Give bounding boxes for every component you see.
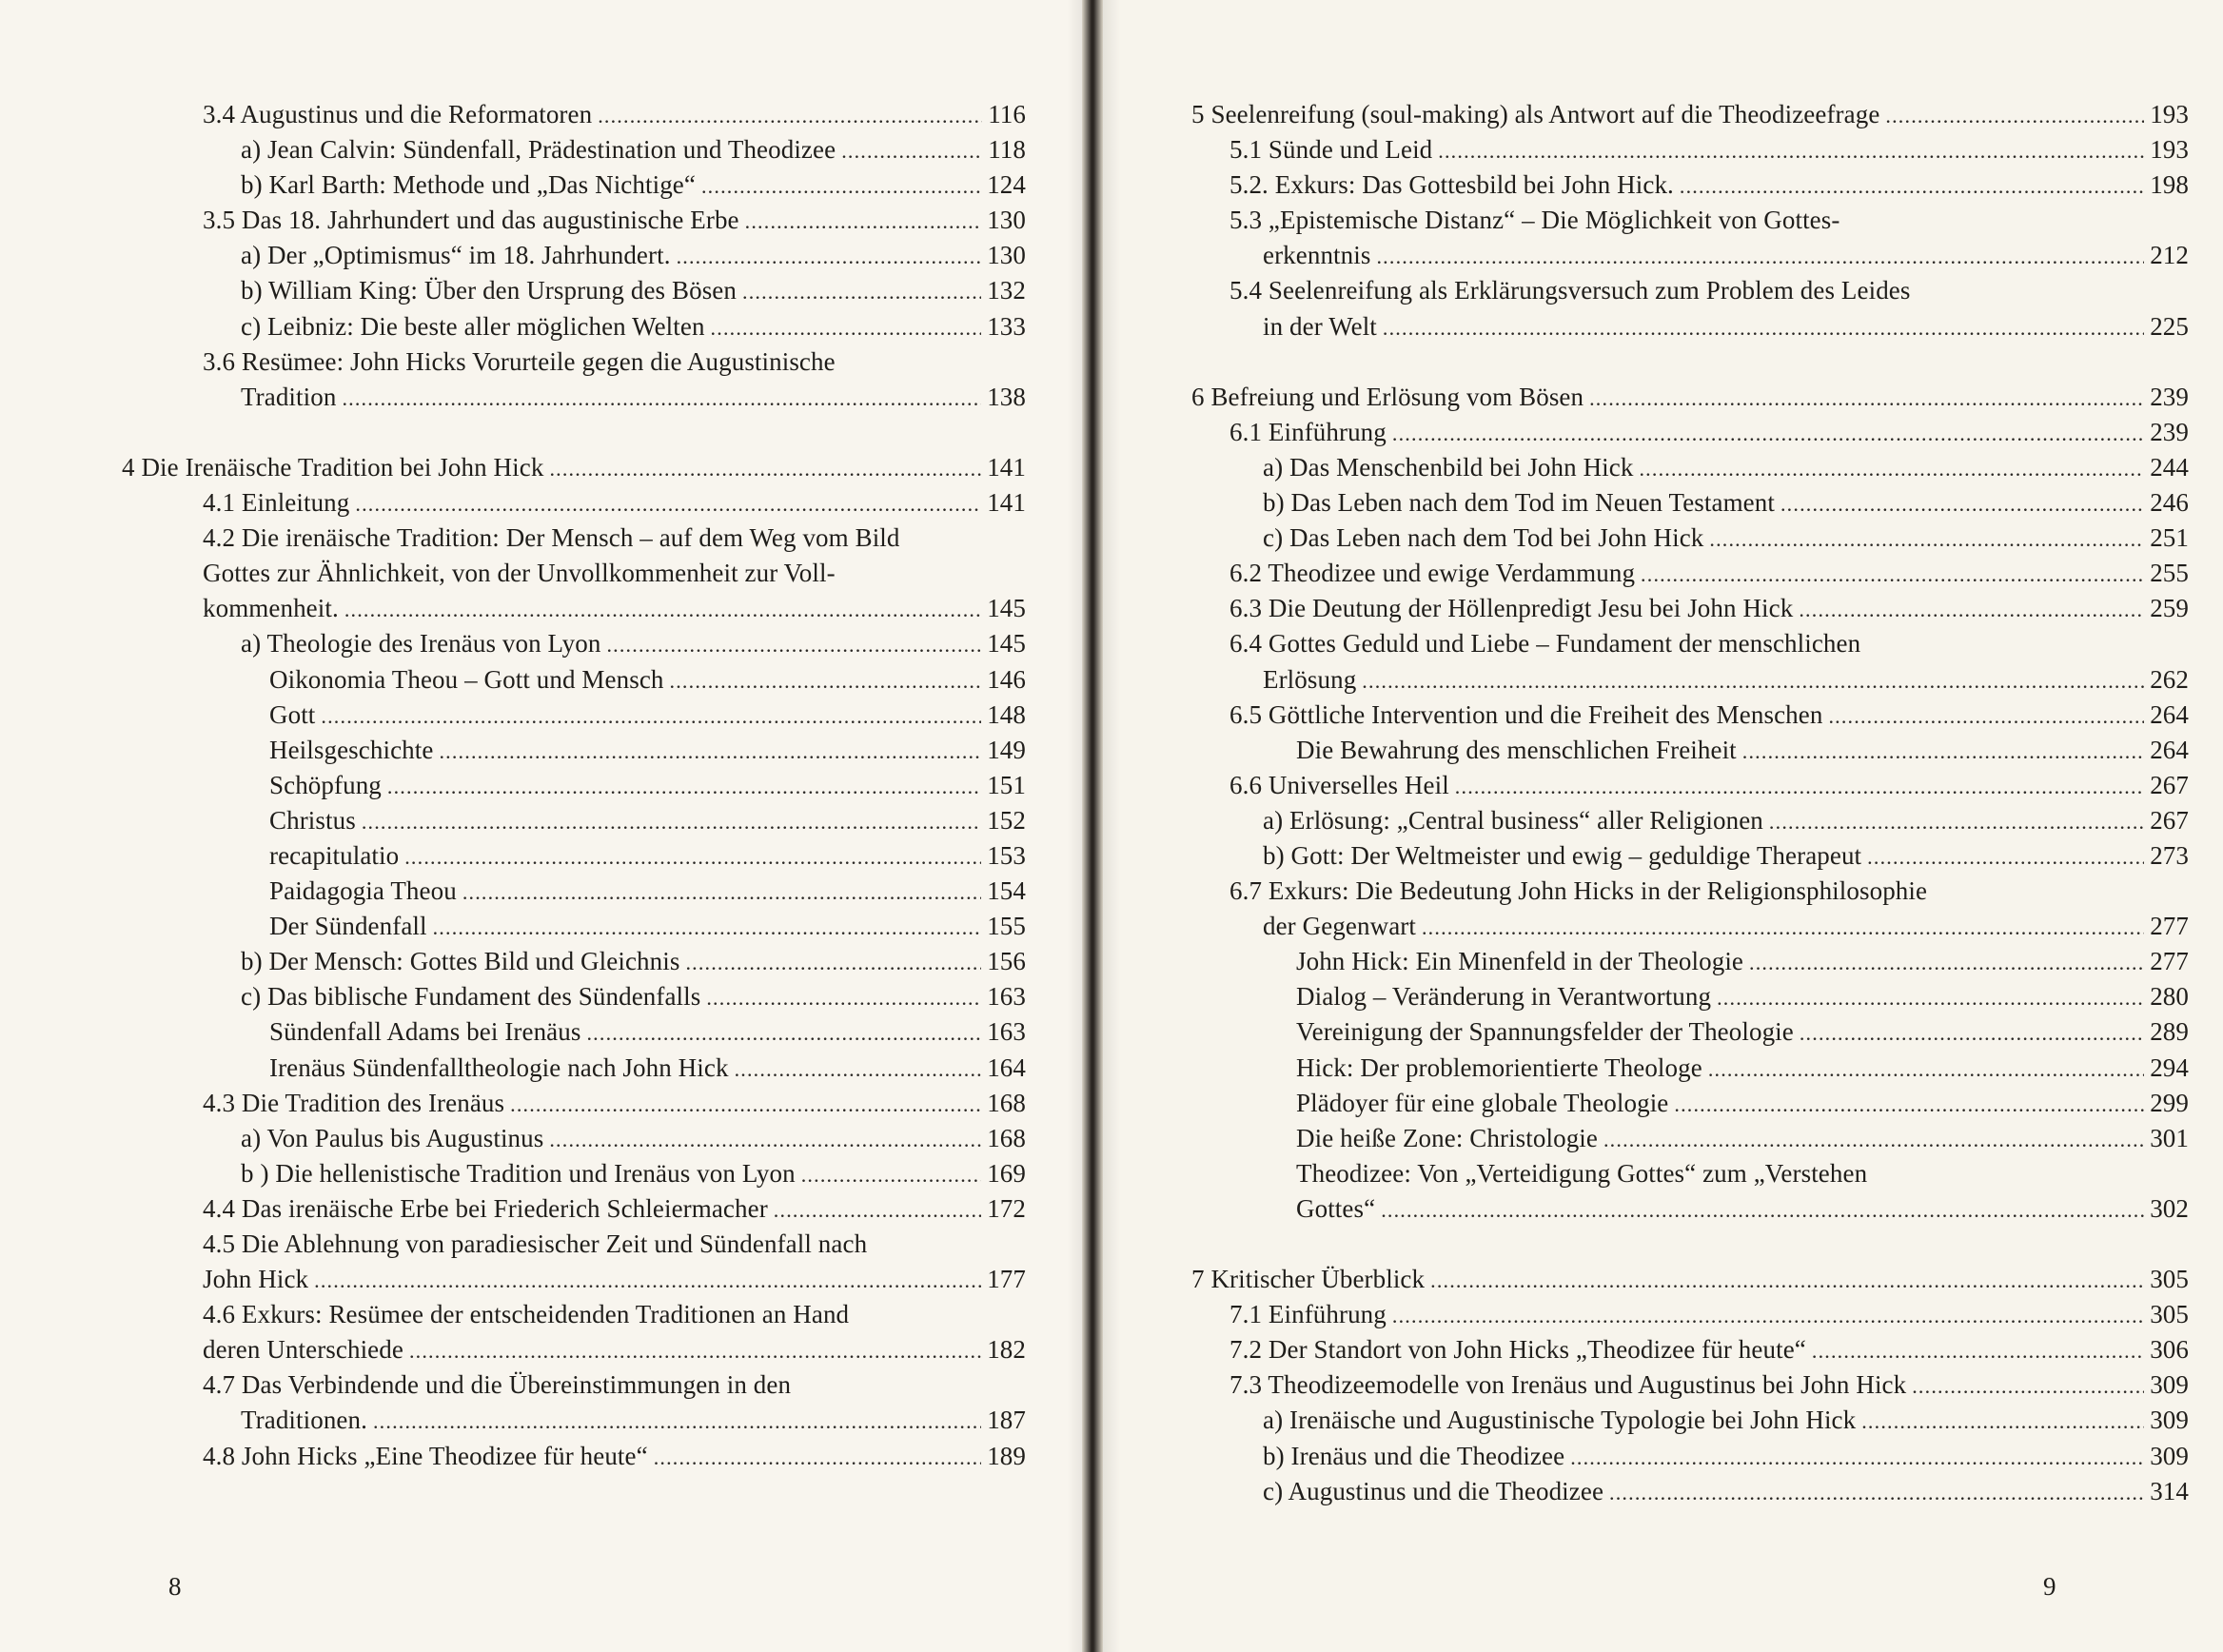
toc-entry-title: c) Das Leben nach dem Tod bei John Hick xyxy=(1263,523,1704,553)
toc-entry-page: 146 xyxy=(987,664,1026,694)
toc-entry xyxy=(165,874,1026,909)
toc-entry-title: 7.1 Einführung xyxy=(1230,1300,1387,1329)
toc-entry-page: 277 xyxy=(2150,947,2189,976)
toc-entry-page: 198 xyxy=(2150,170,2189,200)
toc-entry-page: 187 xyxy=(987,1406,1026,1435)
toc-entry-page: 280 xyxy=(2150,982,2189,1012)
toc-entry xyxy=(165,768,1026,803)
toc-entry xyxy=(1191,803,2189,838)
toc-entry-title: Dialog – Veränderung in Verantwortung xyxy=(1296,982,1712,1012)
toc-entry-title: 7.3 Theodizeemodelle von Irenäus und Augustinus bei John Hick xyxy=(1230,1370,1907,1400)
toc-entry xyxy=(1191,556,2189,591)
toc-entry xyxy=(165,1297,1026,1332)
dot-leader xyxy=(1861,1404,2144,1439)
dot-leader xyxy=(677,239,982,274)
toc-entry xyxy=(165,1332,1026,1367)
dot-leader xyxy=(1708,1052,2144,1087)
toc-entry-title: 4.8 John Hicks „Eine Theodizee für heute“ xyxy=(203,1441,648,1470)
dot-leader xyxy=(1430,1263,2144,1298)
dot-leader xyxy=(462,875,981,910)
toc-entry xyxy=(165,380,1026,415)
dot-leader xyxy=(510,1087,981,1122)
toc-entry-title: Tradition xyxy=(241,382,337,411)
toc-entry xyxy=(165,1367,1026,1403)
toc-entry-title: der Gegenwart xyxy=(1263,912,1416,941)
toc-entry xyxy=(1191,132,2189,167)
toc-entry-page: 255 xyxy=(2150,559,2189,588)
toc-entry-page: 169 xyxy=(987,1158,1026,1188)
toc-entry-page: 259 xyxy=(2150,594,2189,623)
toc-list-left xyxy=(122,97,1026,1474)
dot-leader xyxy=(439,734,981,769)
toc-entry xyxy=(165,626,1026,661)
toc-entry-page: 172 xyxy=(987,1193,1026,1223)
toc-entry-title: Die heiße Zone: Christologie xyxy=(1296,1123,1598,1152)
toc-entry-page: 305 xyxy=(2150,1265,2189,1294)
toc-entry-page: 145 xyxy=(987,594,1026,623)
toc-entry xyxy=(1191,309,2189,344)
dot-leader xyxy=(433,910,982,945)
toc-entry-page: 251 xyxy=(2150,523,2189,553)
toc-entry-title: Vereinigung der Spannungsfelder der Theologie xyxy=(1296,1017,1794,1047)
toc-entry-page: 267 xyxy=(2150,805,2189,835)
toc-entry xyxy=(1191,626,2189,661)
toc-entry-page: 155 xyxy=(987,912,1026,941)
dot-leader xyxy=(1438,133,2144,168)
toc-entry xyxy=(1191,698,2189,733)
toc-entry-page: 156 xyxy=(987,947,1026,976)
toc-entry xyxy=(1191,979,2189,1014)
toc-entry-page: 168 xyxy=(987,1123,1026,1152)
dot-leader xyxy=(1376,239,2144,274)
toc-entry-title: Gott xyxy=(269,699,316,729)
toc-entry-title: 6.6 Universelles Heil xyxy=(1230,770,1449,799)
toc-entry-title: a) Erlösung: „Central business“ aller Religionen xyxy=(1263,805,1763,835)
toc-entry-page: 163 xyxy=(987,982,1026,1012)
toc-list-right xyxy=(1191,97,2189,1509)
toc-entry xyxy=(165,1121,1026,1156)
section-gap xyxy=(1191,344,2189,380)
toc-entry-title: Christus xyxy=(269,805,356,835)
toc-entry-page: 151 xyxy=(987,770,1026,799)
toc-entry-page: 193 xyxy=(2150,100,2189,128)
dot-leader xyxy=(711,310,982,345)
toc-entry xyxy=(1191,1156,2189,1191)
dot-leader xyxy=(586,1015,981,1051)
toc-entry-title: c) Das biblische Fundament des Sündenfalls xyxy=(241,982,701,1012)
toc-entry xyxy=(1191,1367,2189,1403)
toc-entry-title: 7.2 Der Standort von John Hicks „Theodizee für heute“ xyxy=(1230,1335,1806,1365)
dot-leader xyxy=(1383,310,2144,345)
toc-entry xyxy=(165,1014,1026,1050)
toc-entry xyxy=(165,309,1026,344)
toc-entry-title: 5.1 Sünde und Leid xyxy=(1230,135,1433,165)
dot-leader xyxy=(355,486,981,521)
dot-leader xyxy=(387,769,981,804)
dot-leader xyxy=(1392,416,2144,451)
toc-entry-page: 145 xyxy=(987,629,1026,659)
dot-leader xyxy=(685,945,981,980)
toc-entry-title: 4.1 Einleitung xyxy=(203,488,350,518)
book-spine xyxy=(1082,0,1103,1652)
dot-leader xyxy=(1603,1122,2144,1157)
toc-entry-page: 182 xyxy=(987,1335,1026,1365)
toc-entry xyxy=(165,556,1026,591)
toc-entry-title: a) Das Menschenbild bei John Hick xyxy=(1263,452,1634,482)
toc-entry-page: 314 xyxy=(2150,1476,2189,1505)
toc-entry-page: 149 xyxy=(987,735,1026,764)
toc-entry-title: 6.5 Göttliche Intervention und die Freiheit des Menschen xyxy=(1230,699,1823,729)
toc-entry xyxy=(1191,1332,2189,1367)
toc-entry xyxy=(1191,733,2189,768)
dot-leader xyxy=(1800,1015,2144,1051)
toc-entry-page: 239 xyxy=(2150,382,2189,411)
toc-entry xyxy=(165,1227,1026,1262)
toc-entry-page: 309 xyxy=(2150,1441,2189,1470)
dot-leader xyxy=(1362,663,2144,698)
dot-leader xyxy=(409,1333,981,1368)
toc-entry xyxy=(165,1439,1026,1474)
toc-entry-title: 5 Seelenreifung (soul-making) als Antwort auf die Theodizeefrage xyxy=(1191,100,1880,128)
toc-entry-page: 294 xyxy=(2150,1052,2189,1082)
dot-leader xyxy=(549,451,981,486)
toc-entry xyxy=(165,238,1026,273)
toc-entry-title: a) Irenäische und Augustinische Typologie bei John Hick xyxy=(1263,1406,1857,1435)
toc-entry xyxy=(1191,662,2189,698)
dot-leader xyxy=(1641,557,2144,592)
toc-entry-title: Oikonomia Theou – Gott und Mensch xyxy=(269,664,664,694)
section-gap xyxy=(1191,1227,2189,1262)
toc-entry-page: 305 xyxy=(2150,1300,2189,1329)
toc-entry-title: 4.2 Die irenäische Tradition: Der Mensch – auf dem Weg vom Bild xyxy=(203,523,900,553)
toc-entry-page: 118 xyxy=(988,135,1026,165)
toc-entry xyxy=(165,662,1026,698)
dot-leader xyxy=(801,1157,981,1192)
dot-leader xyxy=(1392,1298,2144,1333)
toc-entry-title: kommenheit. xyxy=(203,594,339,623)
toc-entry xyxy=(165,344,1026,380)
toc-entry xyxy=(165,698,1026,733)
toc-entry xyxy=(165,1086,1026,1121)
toc-entry xyxy=(1191,838,2189,874)
dot-leader xyxy=(841,133,982,168)
toc-entry-page: 164 xyxy=(987,1052,1026,1082)
dot-leader xyxy=(1769,804,2144,839)
toc-entry-title: Traditionen. xyxy=(241,1406,367,1435)
toc-entry xyxy=(165,944,1026,979)
dot-leader xyxy=(362,804,981,839)
toc-entry-title: 4.6 Exkurs: Resümee der entscheidenden Traditionen an Hand xyxy=(203,1300,850,1329)
dot-leader xyxy=(321,698,981,734)
toc-entry-page: 212 xyxy=(2150,241,2189,270)
toc-entry-title: Paidagogia Theou xyxy=(269,876,457,906)
toc-entry-title: b) Karl Barth: Methode und „Das Nichtige“ xyxy=(241,170,696,200)
toc-entry-page: 299 xyxy=(2150,1088,2189,1117)
toc-entry xyxy=(1191,97,2189,132)
toc-entry xyxy=(165,1156,1026,1191)
toc-entry xyxy=(1191,1439,2189,1474)
dot-leader xyxy=(606,627,981,662)
dot-leader xyxy=(654,1440,982,1475)
toc-entry xyxy=(1191,415,2189,450)
toc-entry-title: 5.4 Seelenreifung als Erklärungsversuch zum Problem des Leides xyxy=(1230,276,1911,305)
toc-entry-page: 225 xyxy=(2150,311,2189,341)
toc-entry xyxy=(165,733,1026,768)
toc-entry-title: b) Das Leben nach dem Tod im Neuen Testament xyxy=(1263,488,1775,518)
dot-leader xyxy=(1381,1192,2144,1228)
dot-leader xyxy=(1742,734,2144,769)
dot-leader xyxy=(342,381,981,416)
toc-entry xyxy=(1191,1014,2189,1050)
toc-entry-title: b) Gott: Der Weltmeister und ewig – geduldige Therapeut xyxy=(1263,840,1862,870)
toc-entry-title: 3.4 Augustinus und die Reformatoren xyxy=(203,100,593,128)
dot-leader xyxy=(549,1122,981,1157)
toc-entry xyxy=(1191,238,2189,273)
toc-entry-title: in der Welt xyxy=(1263,311,1377,341)
right-page xyxy=(1092,0,2223,1652)
toc-entry xyxy=(165,521,1026,556)
toc-entry-title: a) Der „Optimismus“ im 18. Jahrhundert. xyxy=(241,241,671,270)
toc-entry xyxy=(165,1403,1026,1438)
toc-entry xyxy=(1191,1121,2189,1156)
toc-entry xyxy=(165,1051,1026,1086)
dot-leader xyxy=(1709,521,2144,557)
toc-entry-page: 124 xyxy=(987,170,1026,200)
toc-entry-title: 6.1 Einführung xyxy=(1230,417,1387,446)
dot-leader xyxy=(1570,1440,2144,1475)
toc-entry-title: a) Von Paulus bis Augustinus xyxy=(241,1123,544,1152)
dot-leader xyxy=(735,1052,982,1087)
toc-entry-title: c) Leibniz: Die beste aller möglichen Welten xyxy=(241,311,705,341)
toc-entry-title: 6.3 Die Deutung der Höllenpredigt Jesu bei John Hick xyxy=(1230,594,1794,623)
toc-entry-page: 148 xyxy=(987,699,1026,729)
toc-entry-page: 239 xyxy=(2150,417,2189,446)
toc-entry-title: 5.2. Exkurs: Das Gottesbild bei John Hick. xyxy=(1230,170,1674,200)
toc-entry-title: Hick: Der problemorientierte Theologe xyxy=(1296,1052,1702,1082)
dot-leader xyxy=(742,274,981,309)
toc-entry-title: Gottes“ xyxy=(1296,1193,1376,1223)
toc-entry-title: Plädoyer für eine globale Theologie xyxy=(1296,1088,1669,1117)
toc-entry-title: 4.7 Das Verbindende und die Übereinstimmungen in den xyxy=(203,1370,792,1400)
dot-leader xyxy=(1589,381,2144,416)
dot-leader xyxy=(1912,1368,2144,1404)
toc-entry xyxy=(165,485,1026,521)
toc-entry xyxy=(122,450,1026,485)
toc-entry xyxy=(1191,521,2189,556)
toc-entry-page: 189 xyxy=(987,1441,1026,1470)
toc-entry xyxy=(165,203,1026,238)
toc-entry xyxy=(1191,909,2189,944)
toc-entry-page: 141 xyxy=(987,452,1026,482)
dot-leader xyxy=(1680,168,2144,204)
toc-entry-page: 141 xyxy=(987,488,1026,518)
toc-entry xyxy=(1191,1297,2189,1332)
toc-entry-title: recapitulatio xyxy=(269,840,400,870)
dot-leader xyxy=(1780,486,2144,521)
toc-entry-title: 4.3 Die Tradition des Irenäus xyxy=(203,1088,505,1117)
toc-entry-title: 6.2 Theodizee und ewige Verdammung xyxy=(1230,559,1636,588)
dot-leader xyxy=(1867,839,2144,875)
toc-entry-title: b) Irenäus und die Theodizee xyxy=(1263,1441,1565,1470)
toc-entry xyxy=(165,132,1026,167)
toc-entry xyxy=(165,979,1026,1014)
toc-entry-page: 116 xyxy=(988,100,1026,128)
dot-leader xyxy=(1828,698,2144,734)
dot-leader xyxy=(701,168,981,204)
toc-entry xyxy=(1191,1086,2189,1121)
toc-entry xyxy=(1191,874,2189,909)
dot-leader xyxy=(1455,769,2144,804)
toc-entry-page: 289 xyxy=(2150,1017,2189,1047)
toc-entry xyxy=(1191,450,2189,485)
toc-entry xyxy=(1191,273,2189,308)
toc-entry-title: Der Sündenfall xyxy=(269,912,427,941)
toc-entry xyxy=(1191,203,2189,238)
toc-entry-title: 4.4 Das irenäische Erbe bei Friederich Schleiermacher xyxy=(203,1193,768,1223)
toc-entry-page: 264 xyxy=(2150,735,2189,764)
toc-entry-page: 309 xyxy=(2150,1406,2189,1435)
toc-entry-page: 154 xyxy=(987,876,1026,906)
toc-entry xyxy=(1191,1191,2189,1227)
dot-leader xyxy=(404,839,981,875)
toc-entry-page: 267 xyxy=(2150,770,2189,799)
page-number-left: 8 xyxy=(168,1572,182,1601)
toc-entry-title: deren Unterschiede xyxy=(203,1335,403,1365)
toc-entry-title: 4 Die Irenäische Tradition bei John Hick xyxy=(122,452,544,482)
toc-entry-page: 264 xyxy=(2150,699,2189,729)
toc-entry xyxy=(165,167,1026,203)
toc-entry xyxy=(1191,1051,2189,1086)
toc-entry-page: 306 xyxy=(2150,1335,2189,1365)
toc-entry xyxy=(1191,944,2189,979)
toc-entry-title: 3.5 Das 18. Jahrhundert und das augustinische Erbe xyxy=(203,206,739,235)
toc-entry-title: Heilsgeschichte xyxy=(269,735,434,764)
dot-leader xyxy=(373,1404,981,1439)
toc-entry-page: 168 xyxy=(987,1088,1026,1117)
toc-entry-title: b ) Die hellenistische Tradition und Irenäus von Lyon xyxy=(241,1158,796,1188)
toc-entry xyxy=(165,1191,1026,1227)
toc-entry-page: 277 xyxy=(2150,912,2189,941)
toc-entry-page: 177 xyxy=(987,1265,1026,1294)
section-gap xyxy=(165,415,1026,450)
toc-entry-page: 262 xyxy=(2150,664,2189,694)
toc-entry-page: 302 xyxy=(2150,1193,2189,1223)
toc-entry-title: 5.3 „Epistemische Distanz“ – Die Möglichkeit von Gottes- xyxy=(1230,206,1840,235)
toc-entry-page: 152 xyxy=(987,805,1026,835)
toc-entry-title: Die Bewahrung des menschlichen Freiheit xyxy=(1296,735,1737,764)
dot-leader xyxy=(1885,98,2144,133)
toc-entry-page: 309 xyxy=(2150,1370,2189,1400)
toc-entry xyxy=(1191,485,2189,521)
dot-leader xyxy=(1639,451,2144,486)
toc-entry-title: Schöpfung xyxy=(269,770,382,799)
dot-leader xyxy=(598,98,982,133)
dot-leader xyxy=(1812,1333,2144,1368)
toc-entry xyxy=(1191,1403,2189,1438)
toc-entry-title: Irenäus Sündenfalltheologie nach John Hick xyxy=(269,1052,729,1082)
toc-entry xyxy=(165,909,1026,944)
toc-entry xyxy=(165,838,1026,874)
dot-leader xyxy=(706,980,981,1015)
toc-entry-title: erkenntnis xyxy=(1263,241,1371,270)
toc-entry-title: 4.5 Die Ablehnung von paradiesischer Zeit und Sündenfall nach xyxy=(203,1229,868,1258)
toc-entry-page: 153 xyxy=(987,840,1026,870)
toc-entry-title: 6.4 Gottes Geduld und Liebe – Fundament der menschlichen xyxy=(1230,629,1861,659)
dot-leader xyxy=(774,1192,981,1228)
dot-leader xyxy=(1717,980,2144,1015)
dot-leader xyxy=(1749,945,2144,980)
toc-entry xyxy=(165,273,1026,308)
toc-entry-page: 130 xyxy=(987,241,1026,270)
toc-entry-page: 132 xyxy=(987,276,1026,305)
toc-entry xyxy=(1191,1262,2189,1297)
dot-leader xyxy=(1799,592,2144,627)
toc-entry-title: a) Jean Calvin: Sündenfall, Prädestination und Theodizee xyxy=(241,135,836,165)
toc-entry-title: b) William King: Über den Ursprung des Bösen xyxy=(241,276,737,305)
dot-leader xyxy=(1609,1475,2144,1510)
toc-entry-title: c) Augustinus und die Theodizee xyxy=(1263,1476,1604,1505)
dot-leader xyxy=(1674,1087,2144,1122)
toc-entry-title: John Hick xyxy=(203,1265,309,1294)
toc-entry-page: 138 xyxy=(987,382,1026,411)
toc-entry-page: 193 xyxy=(2150,135,2189,165)
dot-leader xyxy=(314,1263,981,1298)
toc-entry-title: 6 Befreiung und Erlösung vom Bösen xyxy=(1191,382,1584,411)
page-number-right: 9 xyxy=(2043,1572,2056,1601)
toc-entry-page: 244 xyxy=(2150,452,2189,482)
dot-leader xyxy=(745,204,982,239)
toc-entry xyxy=(165,803,1026,838)
toc-entry-page: 130 xyxy=(987,206,1026,235)
toc-entry-page: 133 xyxy=(987,311,1026,341)
toc-entry xyxy=(1191,380,2189,415)
toc-entry-title: Sündenfall Adams bei Irenäus xyxy=(269,1017,581,1047)
toc-entry-title: Erlösung xyxy=(1263,664,1357,694)
toc-entry-title: 7 Kritischer Überblick xyxy=(1191,1265,1426,1294)
dot-leader xyxy=(670,663,982,698)
toc-entry-page: 163 xyxy=(987,1017,1026,1047)
toc-entry-title: Gottes zur Ähnlichkeit, von der Unvollkommenheit zur Voll- xyxy=(203,559,836,588)
toc-entry xyxy=(1191,167,2189,203)
dot-leader xyxy=(1422,910,2144,945)
toc-entry-page: 246 xyxy=(2150,488,2189,518)
toc-entry xyxy=(1191,591,2189,626)
toc-entry-title: John Hick: Ein Minenfeld in der Theologie xyxy=(1296,947,1744,976)
toc-entry xyxy=(165,591,1026,626)
toc-entry-page: 301 xyxy=(2150,1123,2189,1152)
toc-entry-title: b) Der Mensch: Gottes Bild und Gleichnis xyxy=(241,947,680,976)
toc-entry-title: 6.7 Exkurs: Die Bedeutung John Hicks in der Religionsphilosophie xyxy=(1230,876,1928,906)
toc-entry-title: Theodizee: Von „Verteidigung Gottes“ zum „Verstehen xyxy=(1296,1158,1868,1188)
toc-entry xyxy=(1191,1474,2189,1509)
left-page xyxy=(0,0,1092,1652)
toc-entry-page: 273 xyxy=(2150,840,2189,870)
dot-leader xyxy=(344,592,981,627)
toc-entry-title: a) Theologie des Irenäus von Lyon xyxy=(241,629,601,659)
toc-entry xyxy=(1191,768,2189,803)
toc-entry xyxy=(165,97,1026,132)
toc-entry-title: 3.6 Resümee: John Hicks Vorurteile gegen die Augustinische xyxy=(203,346,836,376)
toc-entry xyxy=(165,1262,1026,1297)
